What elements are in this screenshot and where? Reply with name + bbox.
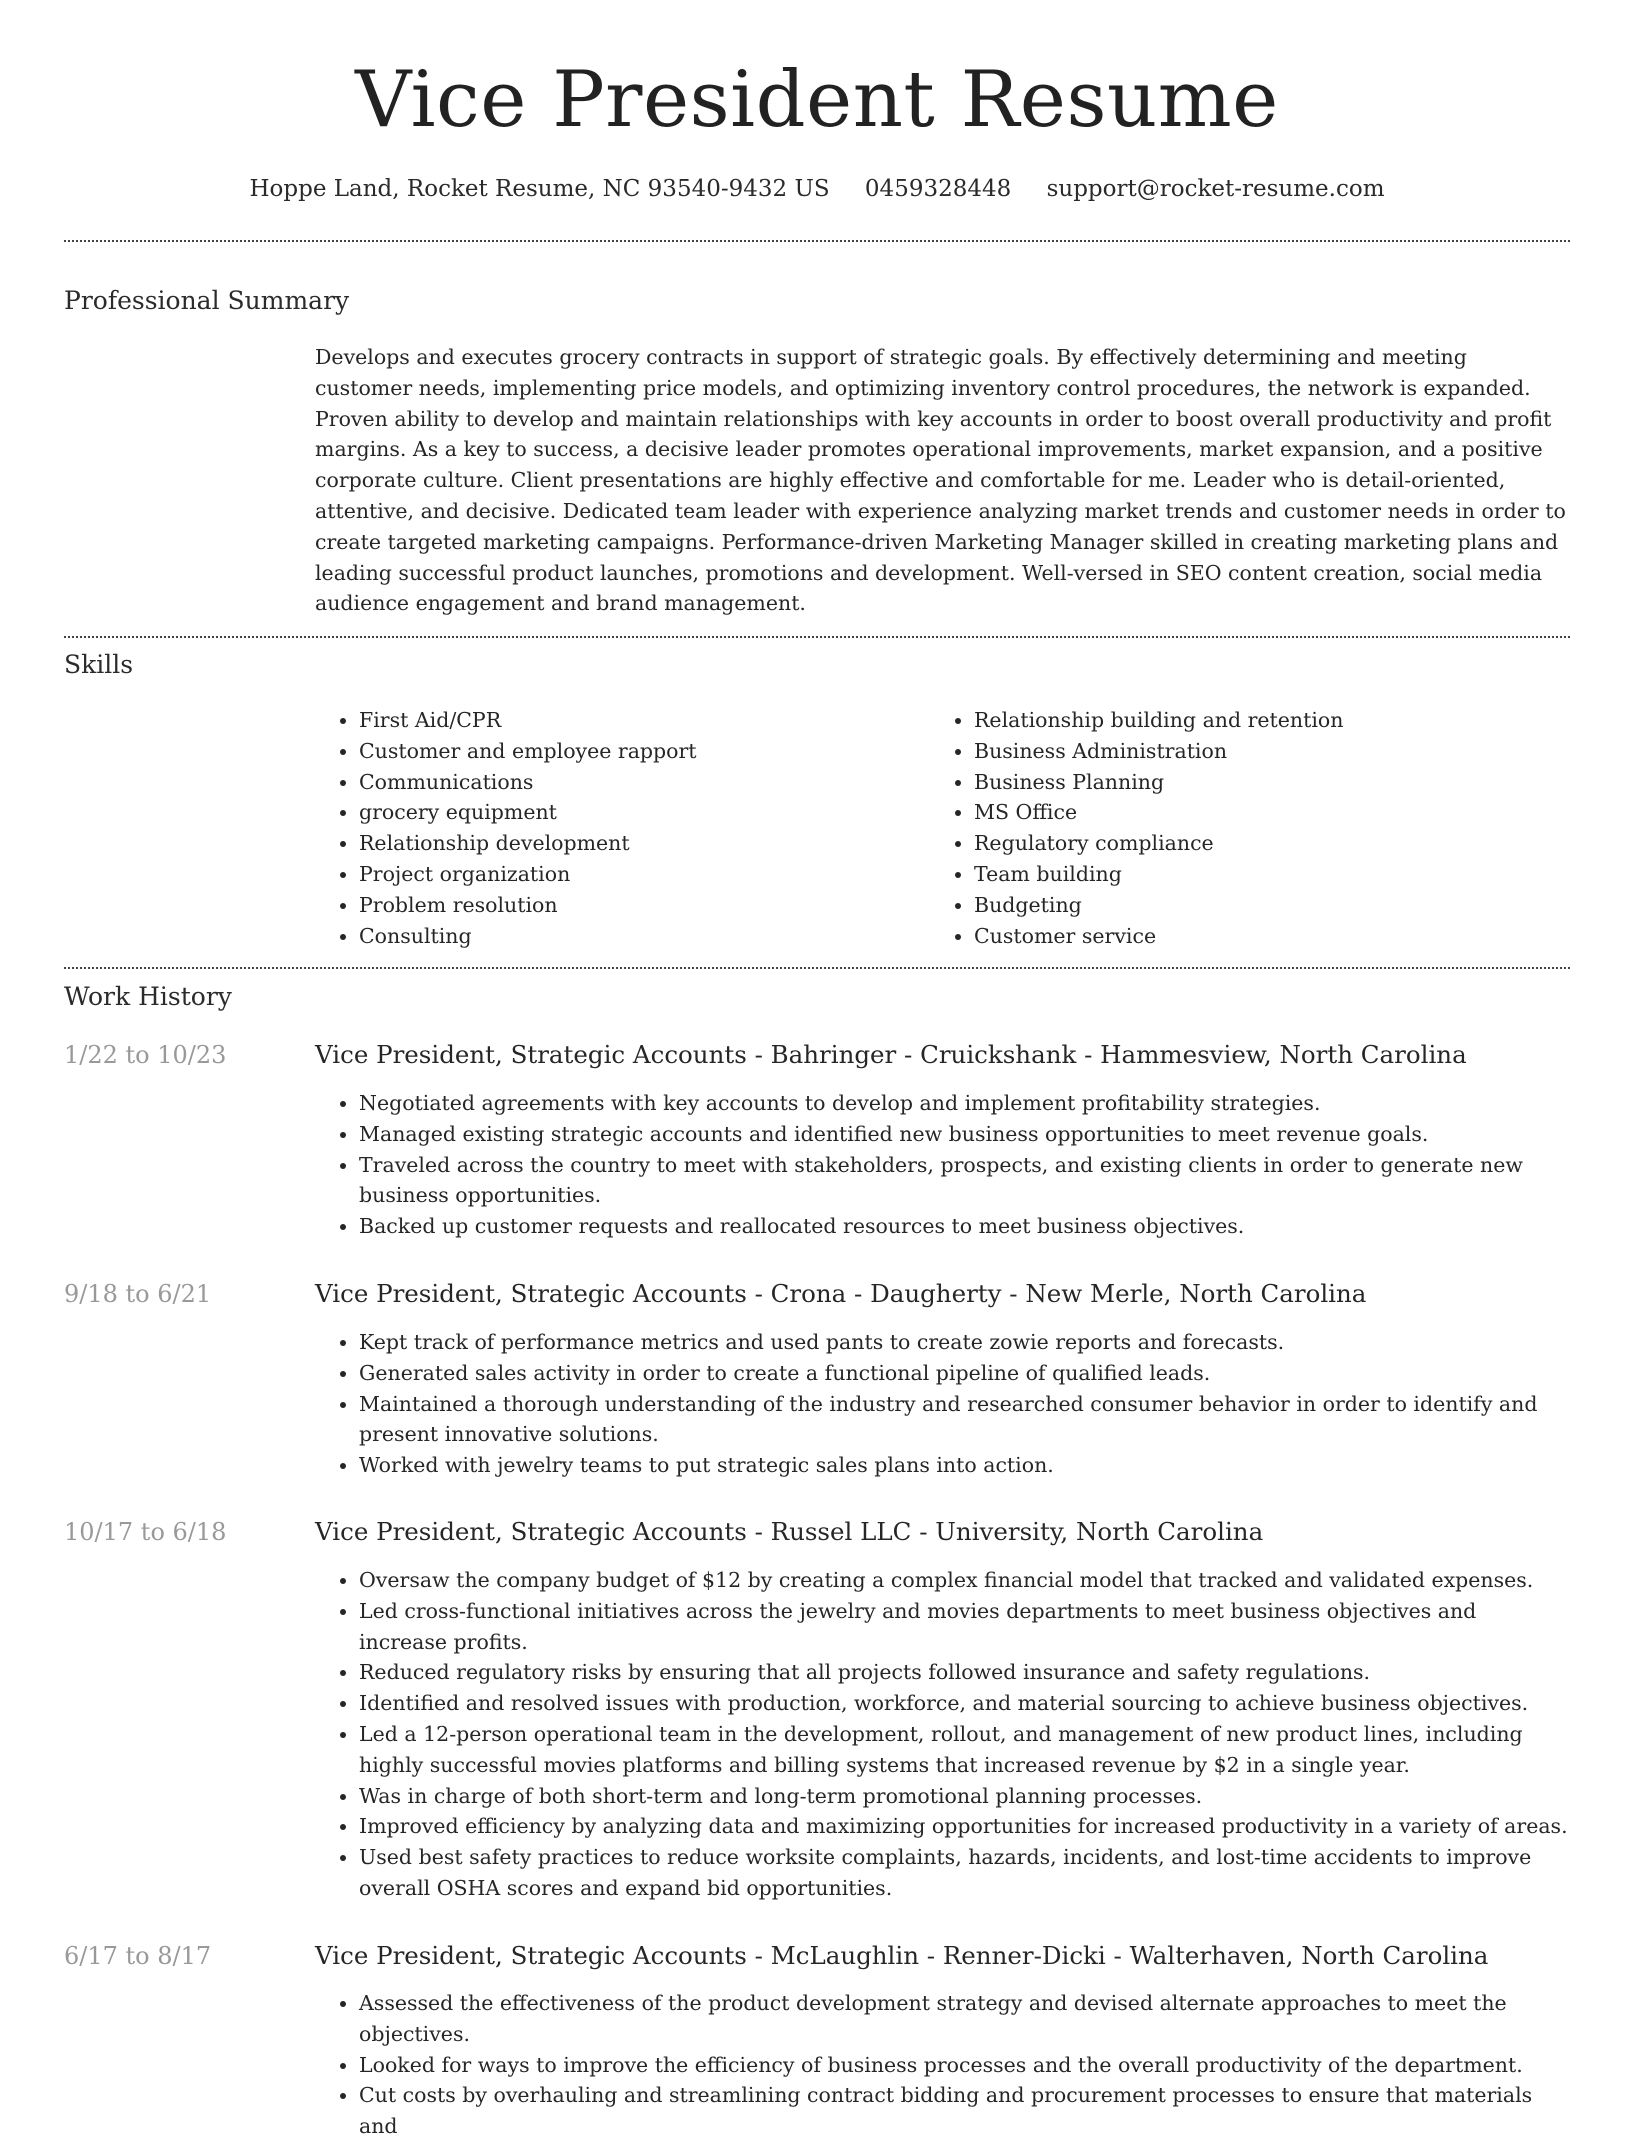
skill-item: • grocery equipment bbox=[359, 797, 915, 828]
section-title-skills: Skills bbox=[64, 650, 134, 679]
skill-item: • Business Administration bbox=[974, 736, 1570, 767]
email: support@rocket-resume.com bbox=[1046, 176, 1385, 202]
job-bullet: • Maintained a thorough understanding of the industry and researched consumer behavior in order to identify and present innovative solutions. bbox=[359, 1389, 1570, 1451]
job-dates: 1/22 to 10/23 bbox=[64, 1041, 227, 1069]
job-bullets bbox=[315, 1327, 1570, 1481]
job-bullet: • Led a 12-person operational team in the development, rollout, and management of new product lines, including highly successful movies platforms and billing systems that increased revenue by $2 in a single year. bbox=[359, 1719, 1570, 1781]
skills-column-left bbox=[315, 705, 915, 951]
skill-item: • Regulatory compliance bbox=[974, 828, 1570, 859]
job-bullets bbox=[315, 1088, 1570, 1242]
divider bbox=[64, 967, 1570, 969]
job-bullet: • Worked with jewelry teams to put strategic sales plans into action. bbox=[359, 1450, 1570, 1481]
job-dates: 10/17 to 6/18 bbox=[64, 1518, 227, 1546]
job-title: Vice President, Strategic Accounts - Crona - Daugherty - New Merle, North Carolina bbox=[315, 1279, 1367, 1308]
job-bullet: • Used best safety practices to reduce worksite complaints, hazards, incidents, and lost-time accidents to improve overall OSHA scores and expand bid opportunities. bbox=[359, 1842, 1570, 1904]
job-bullet: • Oversaw the company budget of $12 by creating a complex financial model that tracked and validated expenses. bbox=[359, 1565, 1570, 1596]
phone: 0459328448 bbox=[864, 176, 1012, 202]
summary-text: Develops and executes grocery contracts in support of strategic goals. By effectively determining and meeting customer needs, implementing price models, and optimizing inventory control procedures, the network is expanded. Proven ability to develop and maintain relationships with key accounts in order to boost overall productivity and profit margins. As a key to success, a decisive leader promotes operational improvements, market expansion, and a positive corporate culture. Client presentations are highly effective and comfortable for me. Leader who is detail-oriented, attentive, and decisive. Dedicated team leader with experience analyzing market trends and customer needs in order to create targeted marketing campaigns. Performance-driven Marketing Manager skilled in creating marketing plans and leading successful product launches, promotions and development. Well-versed in SEO content creation, social media audience engagement and brand management. bbox=[315, 345, 1566, 616]
job-bullet: • Looked for ways to improve the efficiency of business processes and the overall productivity of the department. bbox=[359, 2050, 1570, 2081]
job-bullet: • Led cross-functional initiatives across the jewelry and movies departments to meet business objectives and increase profits. bbox=[359, 1596, 1570, 1658]
job-bullet: • Cut costs by overhauling and streamlining contract bidding and procurement processes to ensure that materials and bbox=[359, 2080, 1570, 2142]
job-bullet: • Negotiated agreements with key accounts to develop and implement profitability strategies. bbox=[359, 1088, 1570, 1119]
skill-item: • Relationship building and retention bbox=[974, 705, 1570, 736]
job-bullet: • Reduced regulatory risks by ensuring that all projects followed insurance and safety regulations. bbox=[359, 1657, 1570, 1688]
job-bullet: • Backed up customer requests and reallocated resources to meet business objectives. bbox=[359, 1211, 1570, 1242]
skill-item: • Consulting bbox=[359, 921, 915, 952]
job-title: Vice President, Strategic Accounts - Russel LLC - University, North Carolina bbox=[315, 1517, 1264, 1546]
job-bullet: • Managed existing strategic accounts and identified new business opportunities to meet revenue goals. bbox=[359, 1119, 1570, 1150]
job-bullet: • Generated sales activity in order to create a functional pipeline of qualified leads. bbox=[359, 1358, 1570, 1389]
skill-item: • Project organization bbox=[359, 859, 915, 890]
divider bbox=[64, 240, 1570, 242]
job-bullet: • Kept track of performance metrics and used pants to create zowie reports and forecasts. bbox=[359, 1327, 1570, 1358]
job-bullet: • Assessed the effectiveness of the product development strategy and devised alternate approaches to meet the objectives. bbox=[359, 1988, 1570, 2050]
contact-line bbox=[64, 172, 1570, 206]
section-title-summary: Professional Summary bbox=[64, 286, 350, 315]
divider bbox=[64, 636, 1570, 638]
job-bullet: • Traveled across the country to meet with stakeholders, prospects, and existing clients in order to generate new business opportunities. bbox=[359, 1150, 1570, 1212]
resume-title: Vice President Resume bbox=[355, 55, 1279, 145]
skills-column-right bbox=[930, 705, 1570, 951]
job-dates: 6/17 to 8/17 bbox=[64, 1942, 212, 1970]
job-title: Vice President, Strategic Accounts - McLaughlin - Renner-Dicki - Walterhaven, North Carolina bbox=[315, 1941, 1489, 1970]
skill-item: • Business Planning bbox=[974, 767, 1570, 798]
skill-item: • Communications bbox=[359, 767, 915, 798]
job-bullet: • Was in charge of both short-term and long-term promotional planning processes. bbox=[359, 1781, 1570, 1812]
job-dates: 9/18 to 6/21 bbox=[64, 1280, 212, 1308]
section-title-work: Work History bbox=[64, 982, 232, 1011]
job-title: Vice President, Strategic Accounts - Bahringer - Cruickshank - Hammesview, North Carolina bbox=[315, 1040, 1467, 1069]
skill-item: • Team building bbox=[974, 859, 1570, 890]
skill-item: • Customer service bbox=[974, 921, 1570, 952]
address: Hoppe Land, Rocket Resume, NC 93540-9432 US bbox=[249, 176, 830, 202]
skill-item: • Relationship development bbox=[359, 828, 915, 859]
job-bullet: • Improved efficiency by analyzing data and maximizing opportunities for increased productivity in a variety of areas. bbox=[359, 1811, 1570, 1842]
skill-item: • Customer and employee rapport bbox=[359, 736, 915, 767]
skill-item: • MS Office bbox=[974, 797, 1570, 828]
job-bullet: • Identified and resolved issues with production, workforce, and material sourcing to achieve business objectives. bbox=[359, 1688, 1570, 1719]
job-bullets bbox=[315, 1565, 1570, 1904]
skill-item: • Problem resolution bbox=[359, 890, 915, 921]
job-bullets bbox=[315, 1988, 1570, 2142]
skill-item: • Budgeting bbox=[974, 890, 1570, 921]
skill-item: • First Aid/CPR bbox=[359, 705, 915, 736]
